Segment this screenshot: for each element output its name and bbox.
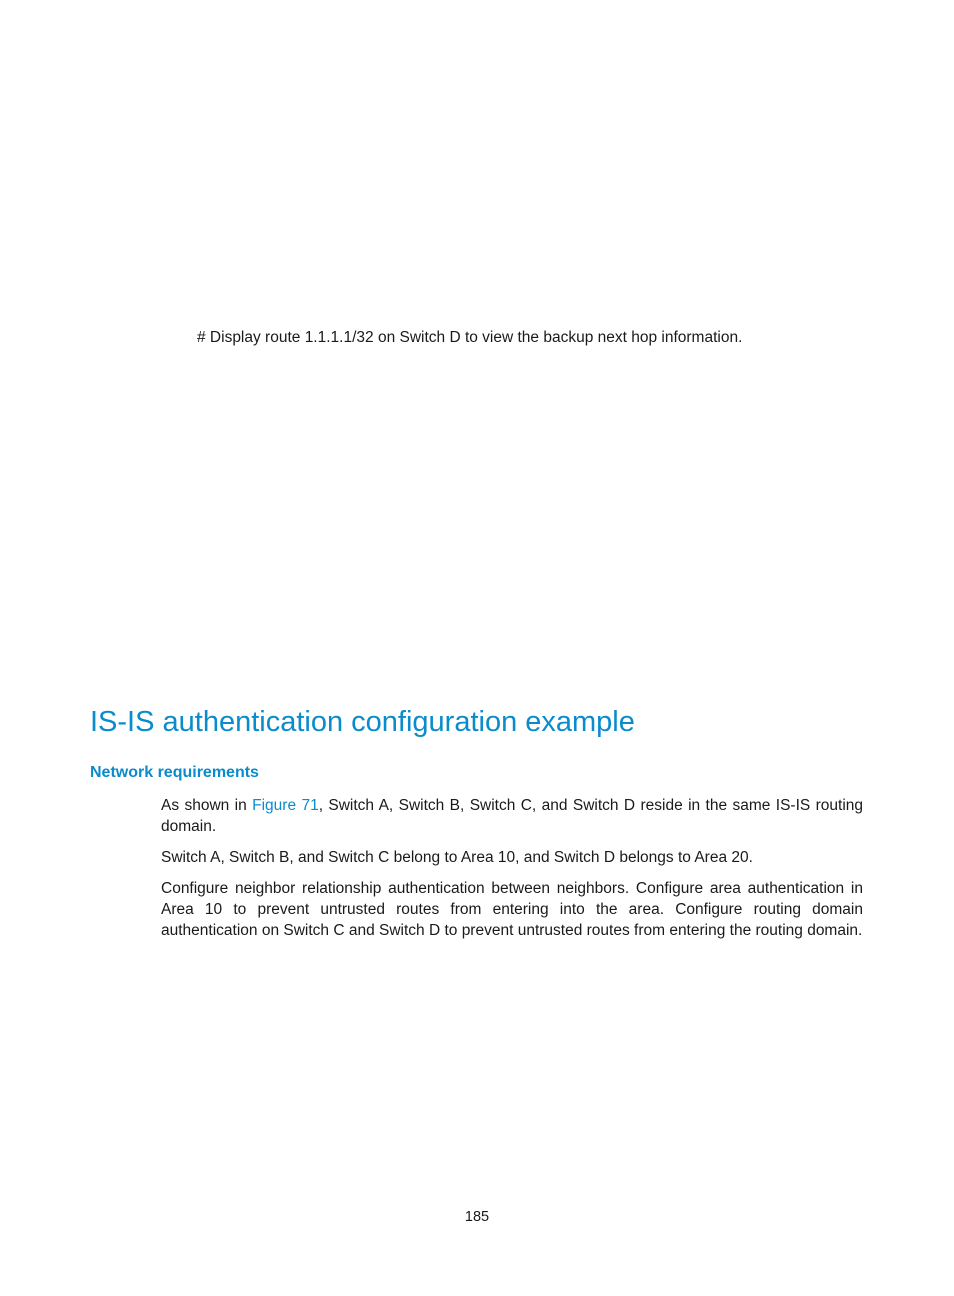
paragraph-authentication: Configure neighbor relationship authentication between neighbors. Configure area authentication in Area 10 to prevent untrusted routes from entering into the area. Configure routing domain authentication on Switch C and Switch D to prevent untrusted routes from entering the routing domain. <box>161 880 863 939</box>
page-number: 185 <box>464 1209 490 1225</box>
display-route-comment: # Display route 1.1.1.1/32 on Switch D to view the backup next hop information. <box>197 329 743 346</box>
network-requirements-body <box>161 795 863 951</box>
paragraph-areas: Switch A, Switch B, and Switch C belong to Area 10, and Switch D belongs to Area 20. <box>161 849 753 866</box>
subsection-title: Network requirements <box>90 764 259 781</box>
figure-71-link[interactable]: Figure 71 <box>252 797 319 814</box>
paragraph-topology-lead: As shown in <box>161 797 253 814</box>
paragraph-topology-rest: , Switch A, Switch B, Switch C, and Switch D reside in the same IS-IS routing domain. <box>161 797 863 835</box>
paragraph-topology <box>161 795 863 837</box>
section-title: IS-IS authentication configuration example <box>90 706 635 738</box>
